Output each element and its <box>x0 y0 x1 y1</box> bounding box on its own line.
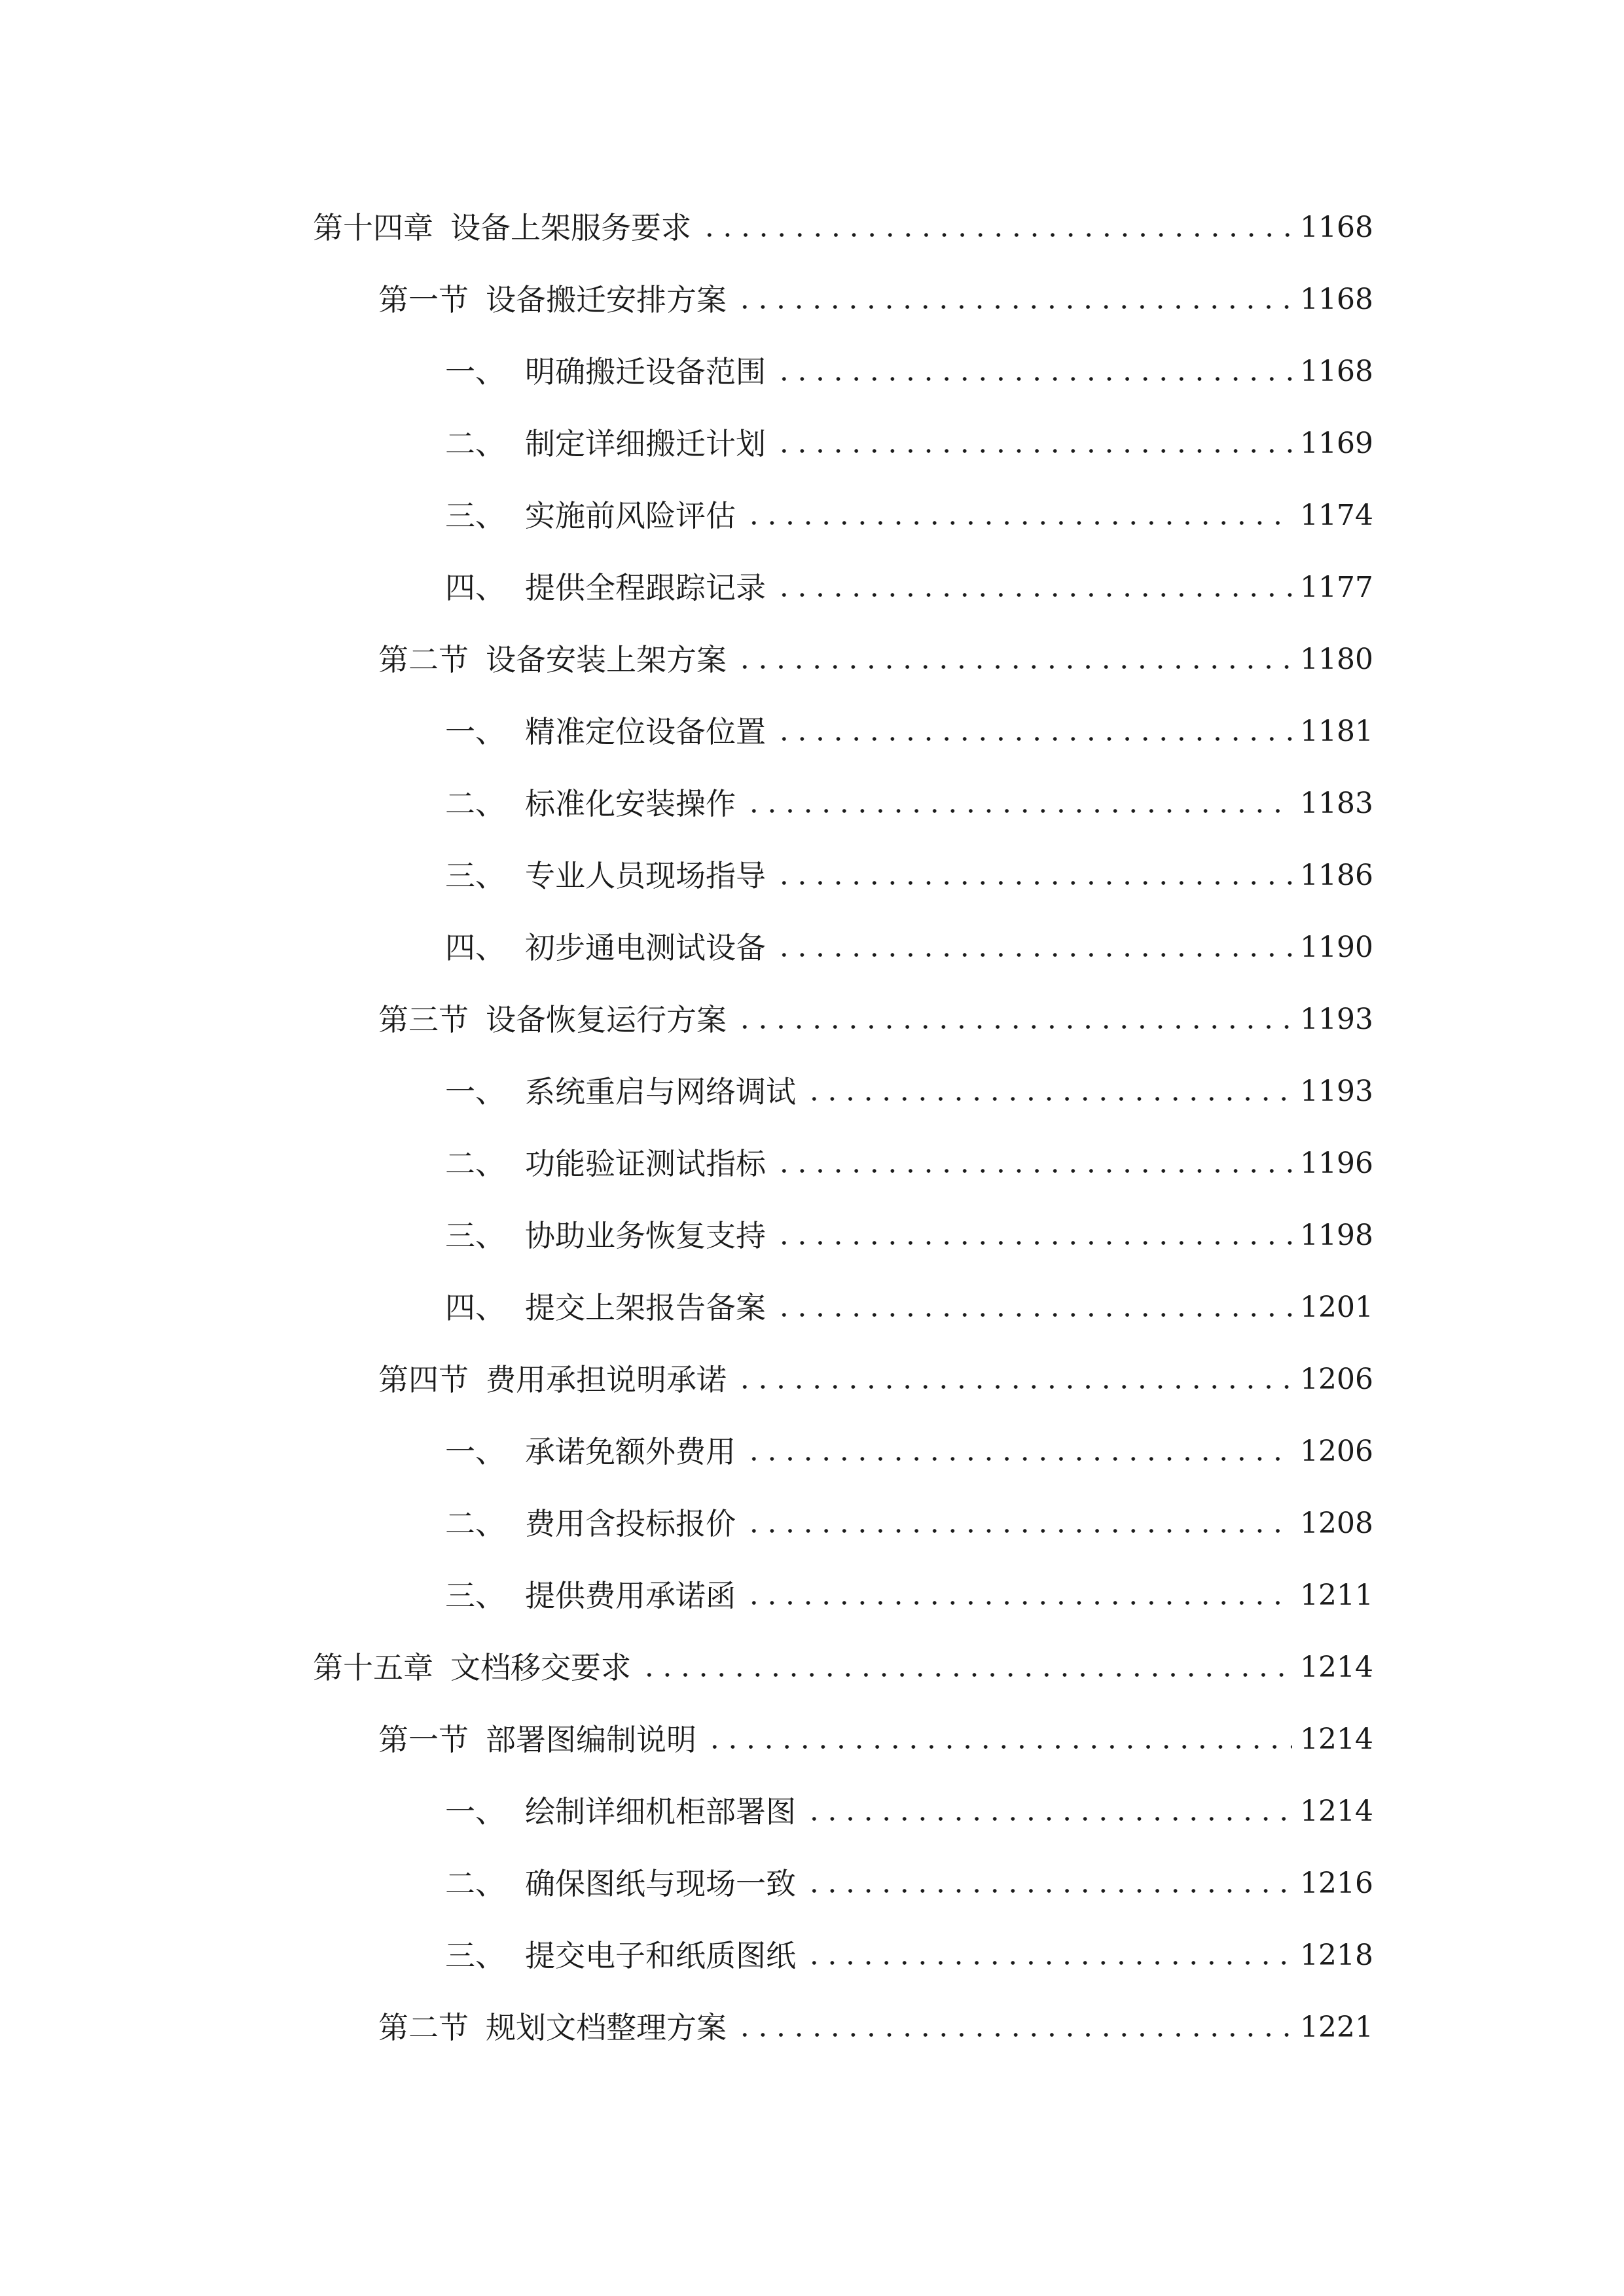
toc-title: 设备安装上架方案 <box>486 642 727 677</box>
toc-page-number: 1174 <box>1300 499 1373 532</box>
toc-number: 二、 <box>445 426 505 461</box>
toc-page-number: 1169 <box>1300 427 1373 460</box>
toc-title: 协助业务恢复支持 <box>525 1218 766 1253</box>
dot-leader <box>700 233 1292 237</box>
dot-leader <box>736 2033 1292 2037</box>
toc-page-number: 1211 <box>1300 1579 1373 1612</box>
toc-page-number: 1168 <box>1300 211 1373 244</box>
toc-page-number: 1186 <box>1300 859 1373 892</box>
toc-entry-subsection[interactable] <box>445 418 1373 470</box>
dot-leader <box>745 1457 1292 1461</box>
toc-title: 承诺免额外费用 <box>525 1434 736 1469</box>
dot-leader <box>805 1961 1292 1965</box>
toc-number: 一、 <box>445 354 505 389</box>
toc-entry-subsection[interactable] <box>445 1210 1373 1262</box>
dot-leader <box>745 1529 1292 1533</box>
toc-entry-subsection[interactable] <box>445 346 1373 398</box>
toc-entry-subsection[interactable] <box>445 1426 1373 1478</box>
toc-entry-subsection[interactable] <box>445 1282 1373 1334</box>
dot-leader <box>745 521 1292 525</box>
toc-title: 设备恢复运行方案 <box>486 1002 727 1037</box>
toc-entry-section[interactable] <box>378 994 1373 1046</box>
toc-page-number: 1218 <box>1300 1939 1373 1972</box>
dot-leader <box>775 1169 1292 1173</box>
dot-leader <box>736 305 1292 309</box>
toc-number: 三、 <box>445 1938 505 1973</box>
toc-page-number: 1221 <box>1300 2011 1373 2044</box>
toc-number: 一、 <box>445 1794 505 1829</box>
toc-title: 费用承担说明承诺 <box>486 1362 727 1397</box>
toc-number: 三、 <box>445 498 505 533</box>
toc-title: 费用含投标报价 <box>525 1506 736 1541</box>
toc-entry-section[interactable] <box>378 2001 1373 2054</box>
toc-page-number: 1190 <box>1300 931 1373 964</box>
dot-leader <box>775 593 1292 597</box>
toc-page-number: 1216 <box>1300 1867 1373 1900</box>
toc-entry-subsection[interactable] <box>445 1857 1373 1910</box>
toc-number: 二、 <box>445 1866 505 1901</box>
toc-title: 精准定位设备位置 <box>525 714 766 749</box>
toc-number: 四、 <box>445 1290 505 1325</box>
toc-number: 三、 <box>445 1218 505 1253</box>
toc-entry-subsection[interactable] <box>445 562 1373 614</box>
toc-entry-section[interactable] <box>378 274 1373 326</box>
dot-leader <box>775 377 1292 381</box>
toc-entry-chapter[interactable] <box>313 1641 1373 1694</box>
toc-title: 初步通电测试设备 <box>525 930 766 965</box>
toc-number: 二、 <box>445 1506 505 1541</box>
toc-page-number: 1193 <box>1300 1075 1373 1108</box>
dot-leader <box>640 1673 1292 1677</box>
toc-entry-subsection[interactable] <box>445 778 1373 830</box>
toc-page-number: 1214 <box>1300 1795 1373 1828</box>
dot-leader <box>775 449 1292 453</box>
toc-entry-section[interactable] <box>378 1354 1373 1406</box>
toc-title: 设备搬迁安排方案 <box>486 282 727 317</box>
toc-number: 第十五章 <box>313 1650 433 1685</box>
toc-entry-subsection[interactable] <box>445 1498 1373 1550</box>
toc-page-number: 1180 <box>1300 643 1373 676</box>
toc-title: 系统重启与网络调试 <box>525 1074 796 1109</box>
toc-title: 专业人员现场指导 <box>525 858 766 893</box>
toc-title: 实施前风险评估 <box>525 498 736 533</box>
dot-leader <box>775 1241 1292 1245</box>
toc-number: 一、 <box>445 1434 505 1469</box>
toc-page-number: 1198 <box>1300 1219 1373 1252</box>
dot-leader <box>775 1313 1292 1317</box>
dot-leader <box>805 1817 1292 1821</box>
toc-page-number: 1201 <box>1300 1291 1373 1324</box>
dot-leader <box>706 1745 1292 1749</box>
toc-title: 明确搬迁设备范围 <box>525 354 766 389</box>
toc-page-number: 1168 <box>1300 283 1373 316</box>
toc-number: 二、 <box>445 786 505 821</box>
toc-entry-subsection[interactable] <box>445 1570 1373 1622</box>
toc-title: 提供费用承诺函 <box>525 1578 736 1613</box>
toc-title: 功能验证测试指标 <box>525 1146 766 1181</box>
toc-title: 提供全程跟踪记录 <box>525 570 766 605</box>
toc-entry-subsection[interactable] <box>445 1785 1373 1838</box>
toc-title: 绘制详细机柜部署图 <box>525 1794 796 1829</box>
toc-entry-section[interactable] <box>378 634 1373 686</box>
dot-leader <box>775 953 1292 957</box>
toc-page-number: 1183 <box>1300 787 1373 820</box>
toc-entry-subsection[interactable] <box>445 490 1373 542</box>
toc-entry-subsection[interactable] <box>445 850 1373 902</box>
toc-number: 四、 <box>445 930 505 965</box>
toc-page-number: 1177 <box>1300 571 1373 604</box>
dot-leader <box>805 1889 1292 1893</box>
toc-page-number: 1181 <box>1300 715 1373 748</box>
toc-number: 第一节 <box>378 1722 469 1757</box>
toc-number: 第四节 <box>378 1362 469 1397</box>
toc-number: 第一节 <box>378 282 469 317</box>
toc-page-number: 1214 <box>1300 1651 1373 1684</box>
toc-page-number: 1206 <box>1300 1363 1373 1396</box>
dot-leader <box>775 737 1292 741</box>
toc-number: 二、 <box>445 1146 505 1181</box>
toc-number: 第三节 <box>378 1002 469 1037</box>
toc-page-number: 1214 <box>1300 1723 1373 1756</box>
toc-title: 规划文档整理方案 <box>486 2010 727 2045</box>
toc-number: 四、 <box>445 570 505 605</box>
toc-number: 第十四章 <box>313 210 433 245</box>
toc-entry-subsection[interactable] <box>445 1138 1373 1190</box>
toc-title: 确保图纸与现场一致 <box>525 1866 796 1901</box>
dot-leader <box>745 1601 1292 1605</box>
toc-title: 设备上架服务要求 <box>450 210 691 245</box>
dot-leader <box>775 881 1292 885</box>
dot-leader <box>745 809 1292 813</box>
toc-page-number: 1196 <box>1300 1147 1373 1180</box>
toc-number: 三、 <box>445 1578 505 1613</box>
toc-title: 提交上架报告备案 <box>525 1290 766 1325</box>
dot-leader <box>736 665 1292 669</box>
toc-entry-section[interactable] <box>378 1713 1373 1766</box>
toc-page-number: 1168 <box>1300 355 1373 388</box>
toc-number: 第二节 <box>378 642 469 677</box>
toc-title: 提交电子和纸质图纸 <box>525 1938 796 1973</box>
toc-page-number: 1206 <box>1300 1435 1373 1468</box>
toc-entry-subsection[interactable] <box>445 706 1373 758</box>
toc-entry-subsection[interactable] <box>445 1929 1373 1982</box>
toc-page-number: 1193 <box>1300 1003 1373 1036</box>
toc-entry-subsection[interactable] <box>445 1066 1373 1118</box>
toc-number: 第二节 <box>378 2010 469 2045</box>
toc-page-number: 1208 <box>1300 1507 1373 1540</box>
toc-title: 标准化安装操作 <box>525 786 736 821</box>
toc-entry-subsection[interactable] <box>445 922 1373 974</box>
toc-number: 一、 <box>445 1074 505 1109</box>
dot-leader <box>805 1097 1292 1101</box>
dot-leader <box>736 1025 1292 1029</box>
toc-title: 文档移交要求 <box>450 1650 631 1685</box>
toc-number: 一、 <box>445 714 505 749</box>
toc-number: 三、 <box>445 858 505 893</box>
toc-title: 制定详细搬迁计划 <box>525 426 766 461</box>
dot-leader <box>736 1385 1292 1389</box>
toc-entry-chapter[interactable] <box>313 202 1373 254</box>
toc-title: 部署图编制说明 <box>486 1722 696 1757</box>
